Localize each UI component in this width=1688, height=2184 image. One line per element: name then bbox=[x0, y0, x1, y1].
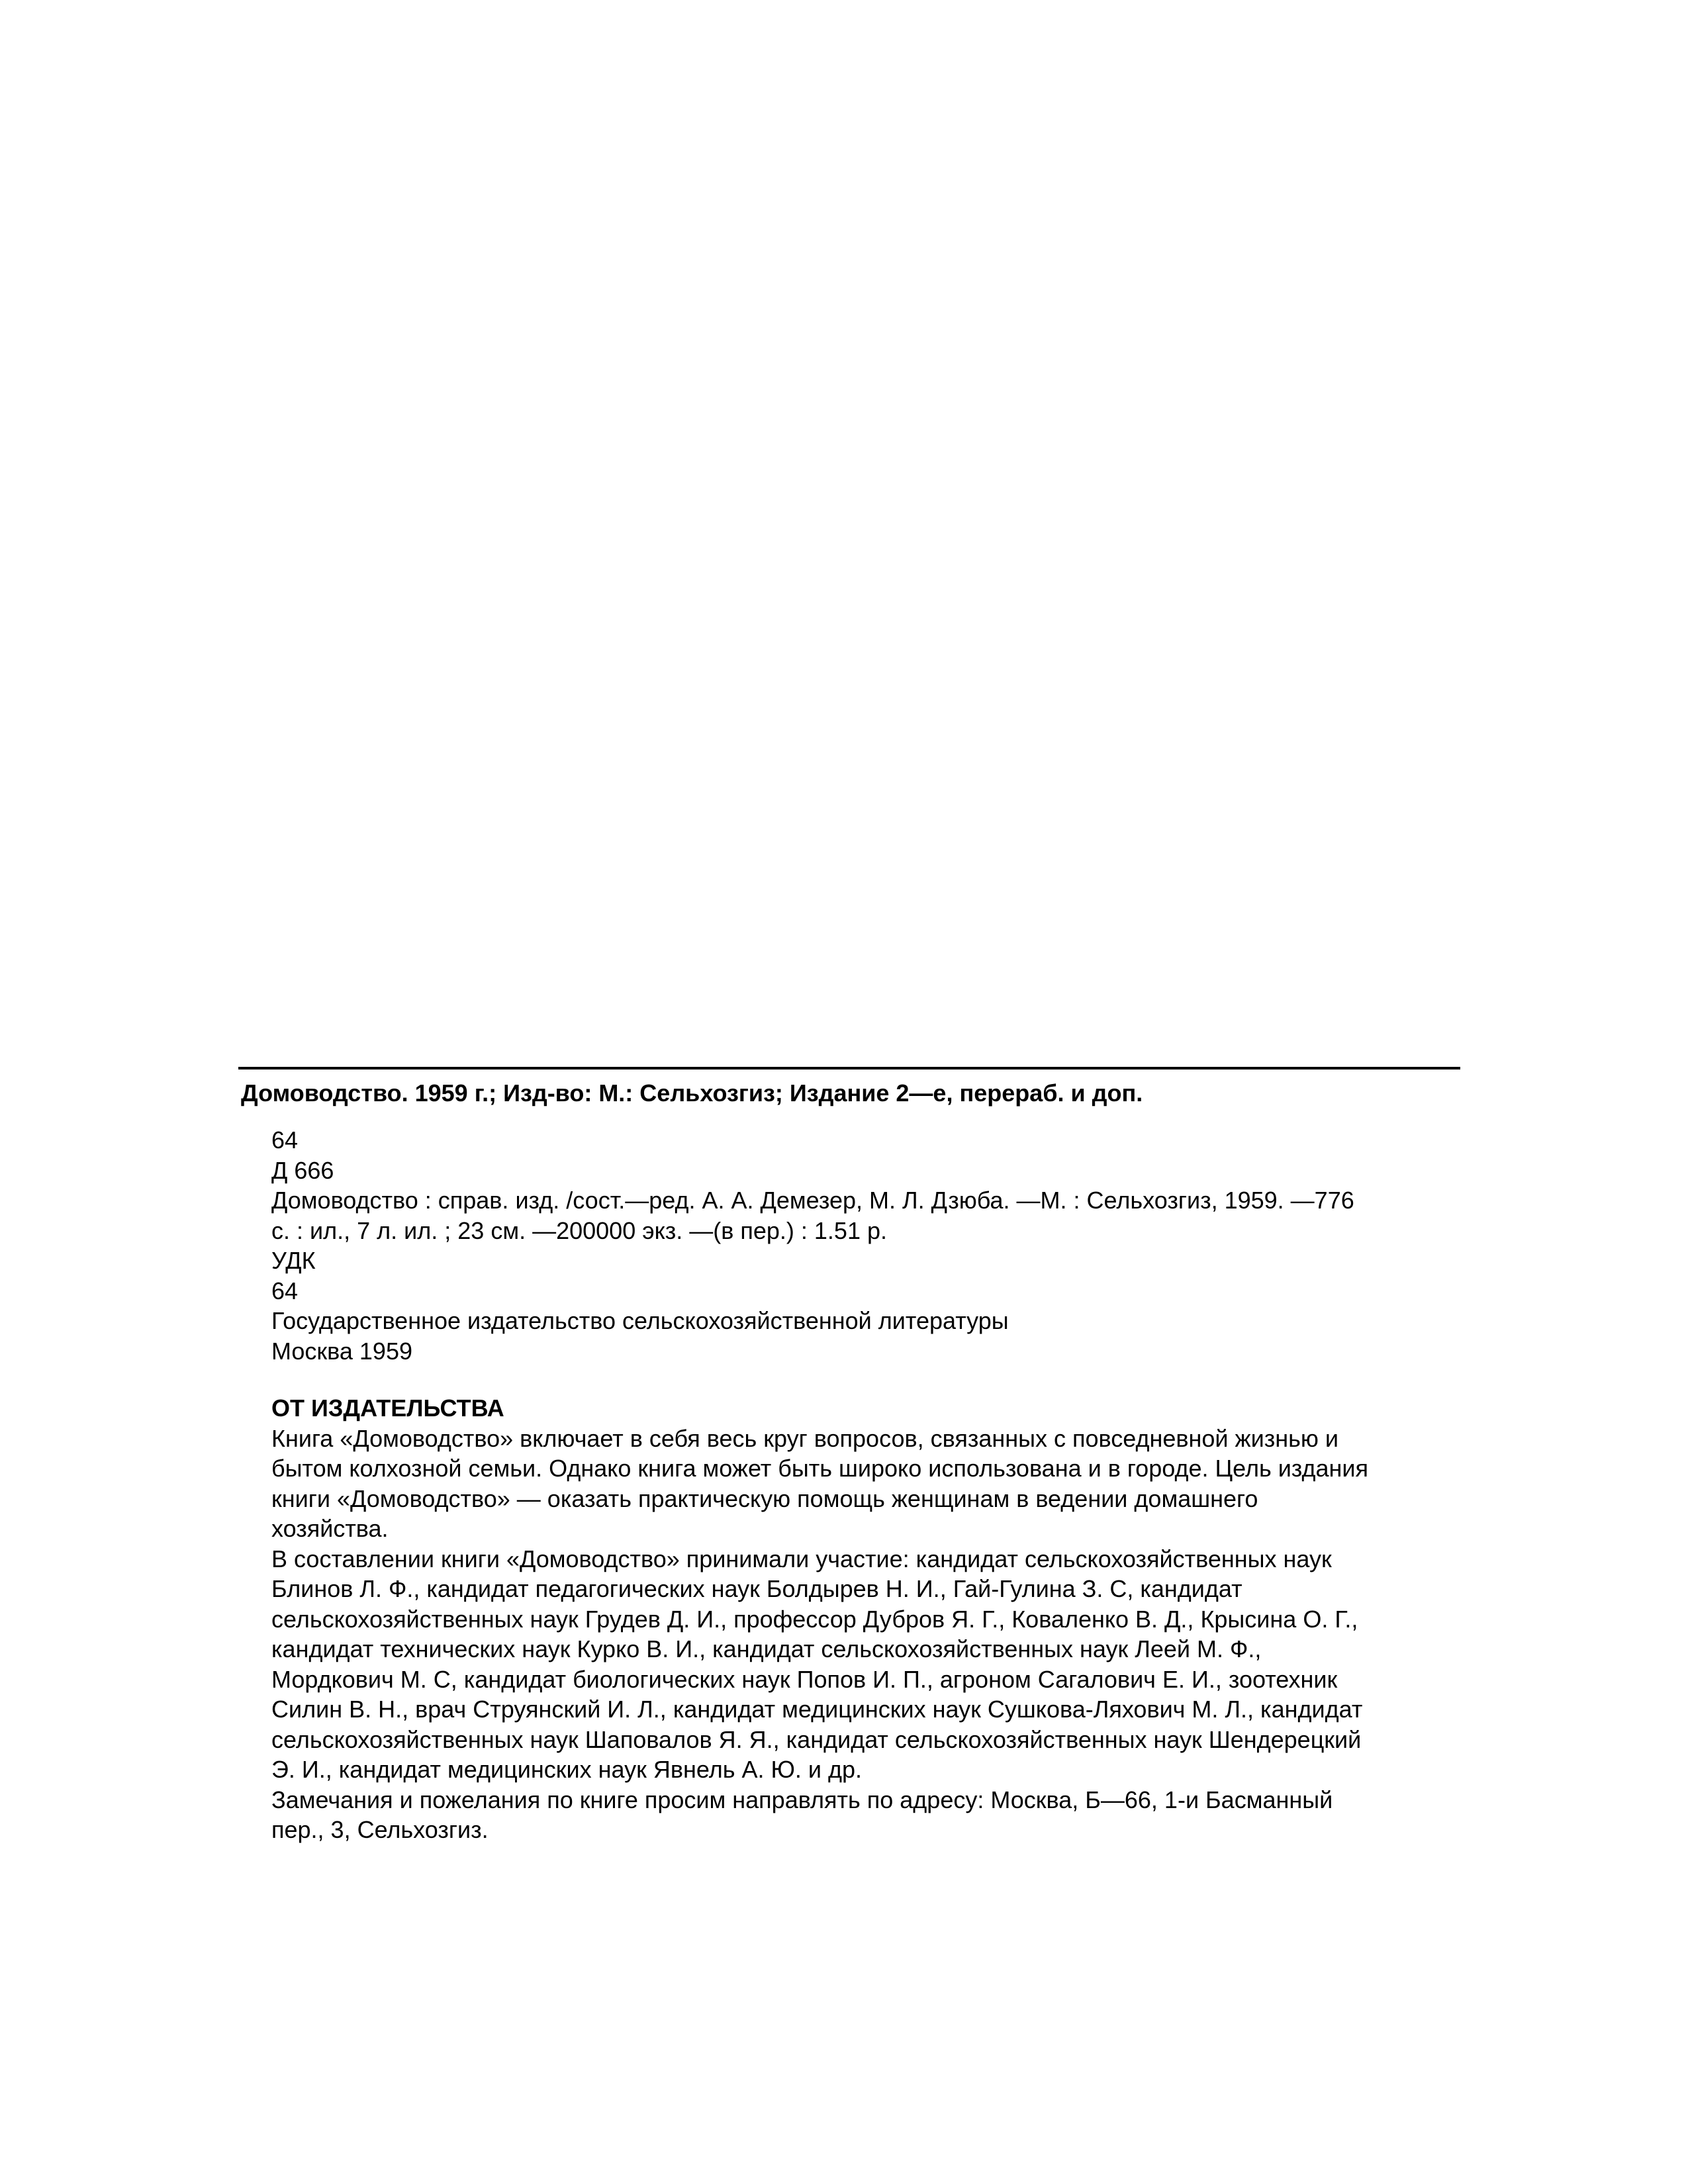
section-line: Замечания и пожелания по книге просим направлять по адресу: Москва, Б—66, 1-и Басманный bbox=[271, 1786, 1333, 1813]
section-line: В составлении книги «Домоводство» принимали участие: кандидат сельскохозяйственных наук bbox=[271, 1545, 1332, 1572]
header-rule bbox=[238, 1067, 1460, 1069]
section-line: пер., 3, Сельхозгиз. bbox=[271, 1816, 489, 1843]
biblio-line: УДК bbox=[271, 1247, 316, 1274]
section-line: книги «Домоводство» — оказать практическую помощь женщинам в ведении домашнего bbox=[271, 1484, 1258, 1512]
biblio-line: 64 bbox=[271, 1277, 299, 1304]
section-line: Книга «Домоводство» включает в себя весь круг вопросов, связанных с повседневной жизнью и bbox=[271, 1424, 1338, 1452]
document-header-title: Домоводство. 1959 г.; Изд-во: М.: Сельхозгиз; Издание 2—е, перераб. и доп. bbox=[241, 1079, 1143, 1107]
section-line: Э. И., кандидат медицинских наук Явнель А. Ю. и др. bbox=[271, 1756, 862, 1783]
section-line: сельскохозяйственных наук Шаповалов Я. Я., кандидат сельскохозяйственных наук Шендерецкий bbox=[271, 1725, 1362, 1753]
biblio-line: Домоводство : справ. изд. /сост.—ред. А. А. Демезер, М. Л. Дзюба. —М. : Сельхозгиз, 1959. —776 bbox=[271, 1187, 1354, 1214]
biblio-line: Государственное издательство сельскохозяйственной литературы bbox=[271, 1307, 1009, 1334]
publisher-note-section bbox=[271, 1393, 1476, 1845]
section-line: бытом колхозной семьи. Однако книга может быть широко использована и в городе. Цель издания bbox=[271, 1455, 1369, 1482]
section-line: Блинов Л. Ф., кандидат педагогических наук Болдырев Н. И., Гай-Гулина З. С, кандидат bbox=[271, 1575, 1243, 1602]
bibliographic-record bbox=[271, 1125, 1476, 1366]
section-line: Мордкович М. С, кандидат биологических наук Попов И. П., агроном Сагалович Е. И., зоотехник bbox=[271, 1665, 1338, 1693]
section-line: сельскохозяйственных наук Грудев Д. И., профессор Дубров Я. Г., Коваленко В. Д., Крысина О. Г., bbox=[271, 1605, 1358, 1633]
section-line: Силин В. Н., врач Струянский И. Л., кандидат медицинских наук Сушкова-Ляхович М. Л., кандидат bbox=[271, 1696, 1363, 1723]
biblio-line: Москва 1959 bbox=[271, 1337, 412, 1365]
biblio-line: Д 666 bbox=[271, 1156, 334, 1184]
section-line: кандидат технических наук Курко В. И., кандидат сельскохозяйственных наук Леей М. Ф., bbox=[271, 1635, 1262, 1662]
biblio-line: 64 bbox=[271, 1126, 299, 1154]
section-line: хозяйства. bbox=[271, 1515, 389, 1542]
biblio-line: с. : ил., 7 л. ил. ; 23 см. —200000 экз. —(в пер.) : 1.51 р. bbox=[271, 1216, 887, 1244]
section-title: ОТ ИЗДАТЕЛЬСТВА bbox=[271, 1394, 504, 1422]
